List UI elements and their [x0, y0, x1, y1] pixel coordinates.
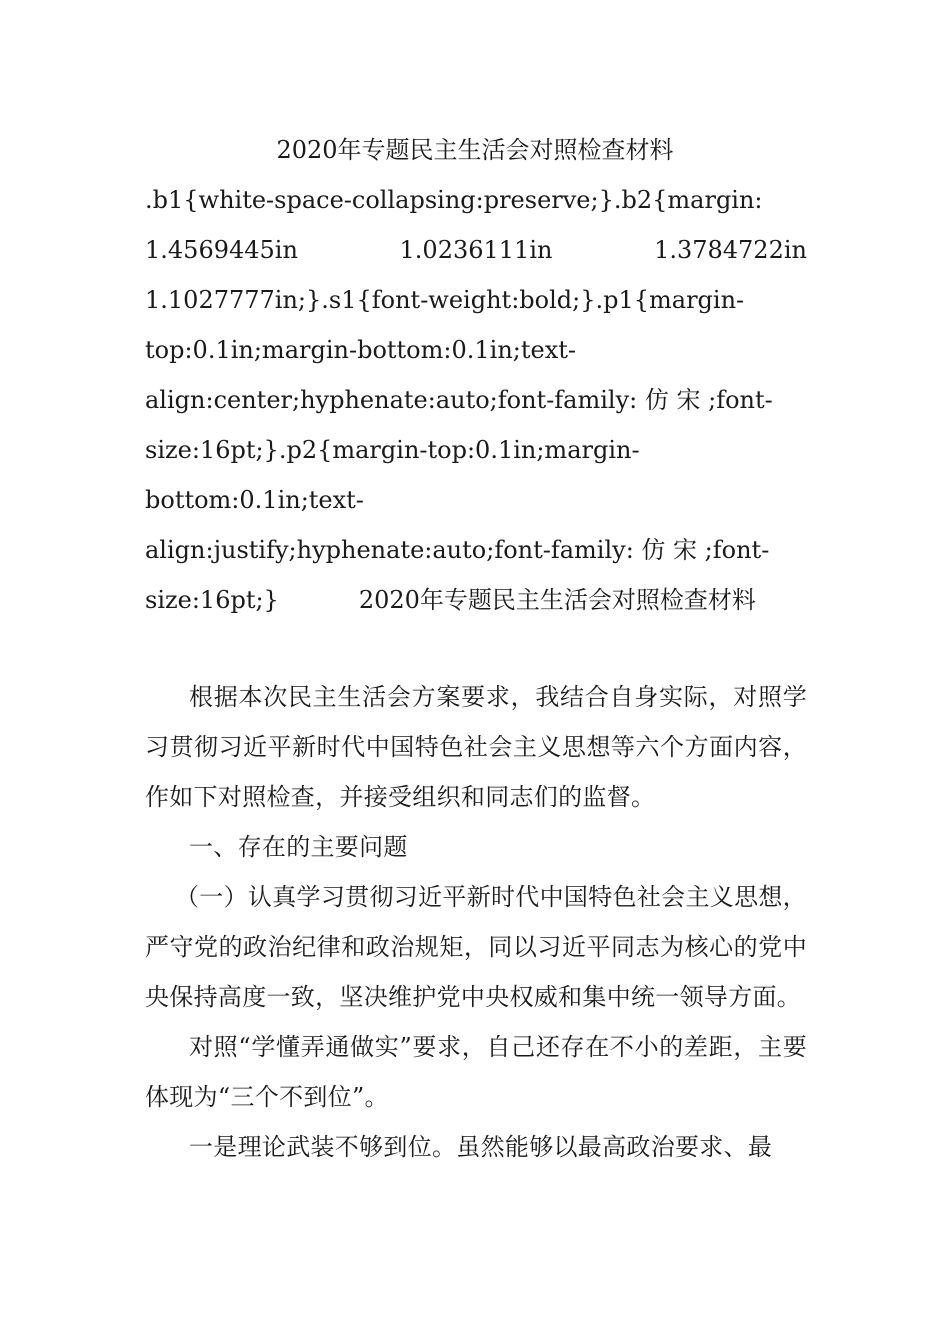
css-line-9	[145, 575, 807, 625]
css-line-8: align:justify;hyphenate:auto;font-family: 仿 宋 ;font-	[145, 536, 770, 564]
css-line-2	[145, 225, 807, 275]
css-line-4: top:0.1in;margin-bottom:0.1in;text-	[145, 336, 576, 364]
css-residue-block	[145, 175, 807, 625]
document-body	[145, 672, 807, 1172]
inline-title: 2020年专题民主生活会对照检查材料	[358, 586, 756, 614]
body-paragraph: 对照“学懂弄通做实”要求，自己还存在不小的差距，主要体现为“三个不到位”。	[145, 1033, 807, 1111]
css-line-1: .b1{white-space-collapsing:preserve;}.b2{margin:	[145, 186, 763, 214]
css-line-5: align:center;hyphenate:auto;font-family: 仿 宋 ;font-	[145, 386, 773, 414]
body-paragraph: 一是理论武装不够到位。虽然能够以最高政治要求、最	[189, 1133, 773, 1161]
intro-paragraph: 根据本次民主生活会方案要求，我结合自身实际，对照学习贯彻习近平新时代中国特色社会主义思想等六个方面内容，作如下对照检查，并接受组织和同志们的监督。	[145, 683, 807, 811]
css-margin-value-2: 1.0236111in	[399, 236, 553, 264]
css-line-3: 1.1027777in;}.s1{font-weight:bold;}.p1{margin-	[145, 286, 745, 314]
subsection-paragraph: （一）认真学习贯彻习近平新时代中国特色社会主义思想，严守党的政治纪律和政治规矩，同以习近平同志为核心的党中央保持高度一致，坚决维护党中央权威和集中统一领导方面。	[145, 883, 807, 1011]
css-line-9-text: size:16pt;}	[145, 586, 279, 614]
css-line-7: bottom:0.1in;text-	[145, 486, 364, 514]
document-title: 2020年专题民主生活会对照检查材料	[276, 136, 674, 164]
css-line-6: size:16pt;}.p2{margin-top:0.1in;margin-	[145, 436, 640, 464]
css-margin-value-1: 1.4569445in	[145, 236, 298, 264]
section-heading: 一、存在的主要问题	[189, 833, 408, 861]
css-margin-value-3: 1.3784722in	[654, 236, 807, 264]
